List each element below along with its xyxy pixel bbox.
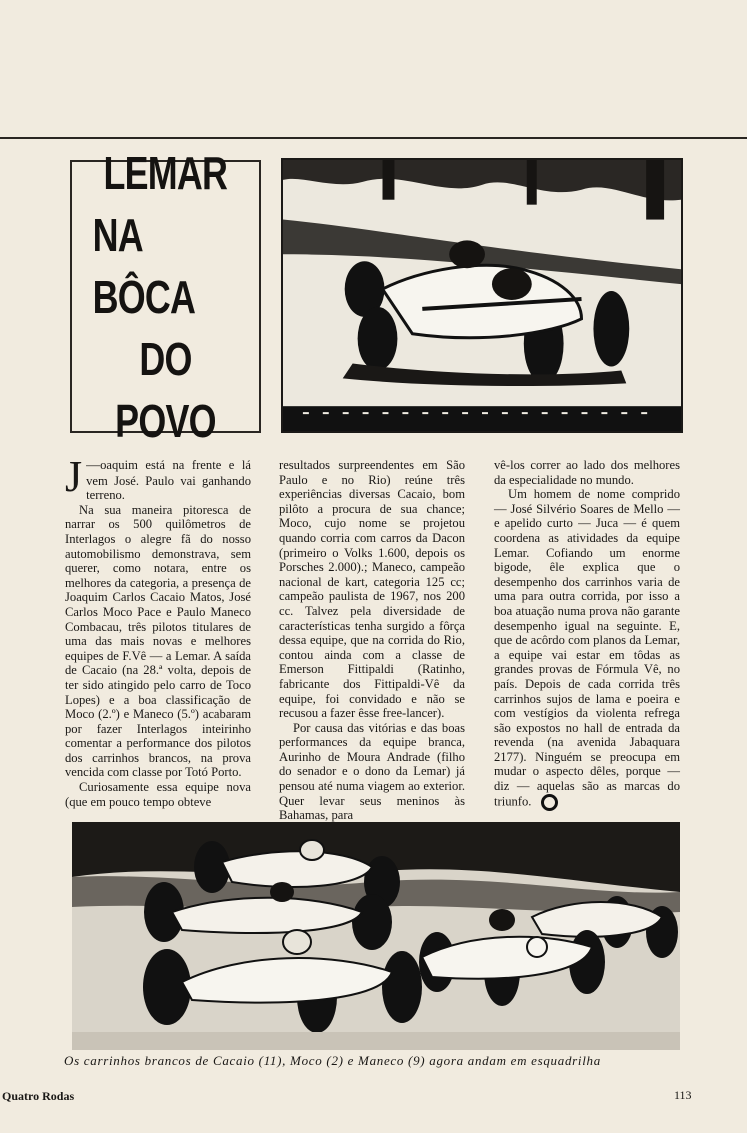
lead-text: oaquim está na frente e lá vem José. Paulo vai ganhando terreno. bbox=[86, 458, 251, 503]
lead-paragraph: — J oaquim está na frente e lá vem José. Paulo vai ganhando terreno. bbox=[65, 452, 251, 503]
headline-line-3: DO bbox=[139, 332, 192, 385]
headline-box bbox=[70, 146, 261, 447]
race-car-photo bbox=[281, 158, 683, 433]
page-number: 113 bbox=[674, 1088, 692, 1102]
headline-line-1: LEMAR bbox=[103, 146, 228, 199]
article-column-3 bbox=[494, 458, 680, 811]
paragraph bbox=[494, 487, 680, 810]
paragraph: vê-los correr ao lado dos melhores da especialidade no mundo. bbox=[494, 458, 680, 487]
race-cars-group-photo bbox=[72, 822, 680, 1050]
photo-caption: Os carrinhos brancos de Cacaio (11), Moco (2) e Maneco (9) agora andam em esquadrilha bbox=[64, 1053, 601, 1068]
end-of-article-icon bbox=[541, 794, 558, 811]
paragraph: resultados surpreendentes em São Paulo e no Rio) reúne três experiências diversas Cacaio, bom pilôto a procura de sua chance; Moco, cujo nome se projetou quando corria com carros da Dacon (primeiro o Volks 1.600, depois os Porsches 2.000).; Maneco, campeão nacional de kart, categoria 125 cc; campeão paulista de 1967, nos 200 cc. Talvez pela diversidade de características tenha surgido a fôrça dessa equipe, que na corrida do Rio, contou ainda com a classe de Emerson Fittipaldi (Ratinho, fabricante dos Fittipaldi-Vê da equipe, foi convidado e não se recusou a fazer êsse free-lancer). bbox=[279, 458, 465, 721]
paragraph: Na sua maneira pitoresca de narrar os 500 quilômetros de Interlagos o alegre fã do nosso automobilismo demonstrava, sem querer, como notara, entre os melhores da categoria, a presença de Joaquim Carlos Cacaio Matos, José Carlos Moco Pace e Paulo Maneco Combacau, três pilotos titulares de uma das mais novas e melhores equipes de F.Vê — a Lemar. A saída de Cacaio (na 28.ª volta, depois de ter sido atingido pelo carro de Toco Lopes) e a boa classificação de Moco (2.º) e Maneco (5.º) acabaram por fazer Interlagos inteirinho comentar a performance dos pilotos dos carrinhos brancos, na prova vencida com classe por Totó Porto. bbox=[65, 502, 251, 780]
top-rule bbox=[0, 137, 747, 139]
paragraph: Curiosamente essa equipe nova (que em pouco tempo obteve bbox=[65, 780, 251, 809]
closing-paragraph-text: Um homem de nome comprido — José Silvério Soares de Mello — e apelido curto — Juca — é quem coordena as atividades da equipe Lemar. Cofiando um enorme bigode, êle explica que o desempenho dos carrinhos varia de uma para outra corrida, por isso a boa atuação numa prova não garante desempenho igual na seguinte. E, que de acôrdo com planos da Lemar, a equipe vai estar em tôdas as grandes provas de Fórmula Vê, no país. Depois de cada corrida três carrinhos sujos de lama e poeira e com vestígios da violenta refrega são expostos no hall de entrada da revenda (na avenida Jabaquara 2177). Ninguém se preocupa em mudar o aspecto dêles, porque — diz — aquelas são as marcas do triunfo. bbox=[494, 487, 680, 809]
headline-line-4: POVO bbox=[115, 394, 216, 447]
drop-cap: J bbox=[65, 452, 83, 501]
headline-line-2: NA BÔCA bbox=[92, 208, 196, 323]
article-column-1 bbox=[65, 452, 251, 809]
publication-name: Quatro Rodas bbox=[2, 1089, 75, 1103]
article-column-2 bbox=[279, 458, 465, 823]
paragraph: Por causa das vitórias e das boas performances da equipe branca, Aurinho de Moura Andrade (filho do senador e o dono da Lemar) já pensou até numa viagem ao exterior. Quer levar seus meninos às Bahamas, para bbox=[279, 720, 465, 823]
